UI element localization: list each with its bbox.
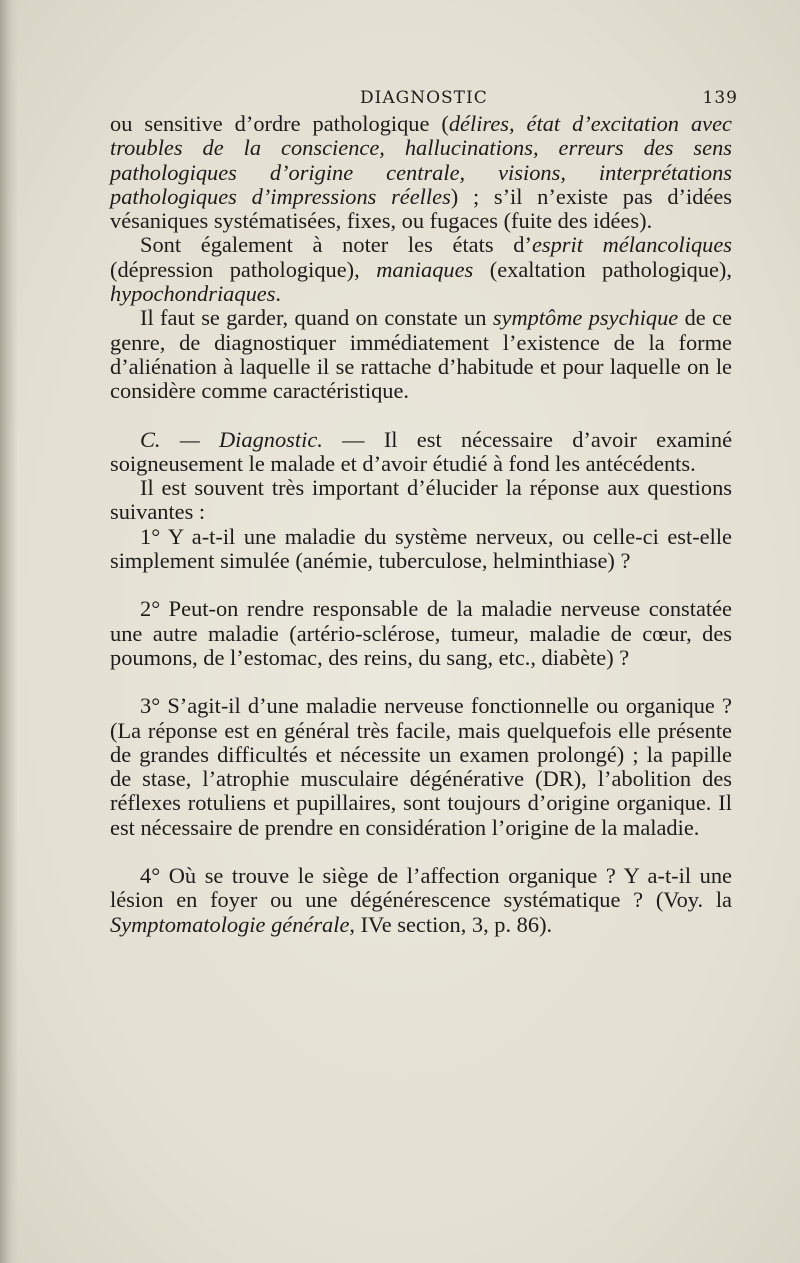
- paragraph: [110, 233, 732, 306]
- text-segment: de ce genre, de diagnostiquer immédiatement l’existence de la forme d’aliénation à laquelle il se rattache d’habitude et pour laquelle on le considère comme caractéristique.: [110, 305, 732, 404]
- text-segment: 3° S’agit-il d’une maladie nerveuse fonctionnelle ou organique ? (La réponse est en général très facile, mais quelquefois elle présente de grandes difficultés et nécessite un examen prolongé) ; la papille de stase, l’atrophie musculaire dégénérative (DR), l’abolition des réflexes rotuliens et pupillaires, sont toujours d’origine organique. Il est nécessaire de prendre en considération l’origine de la maladie.: [110, 693, 732, 840]
- text-segment: Sont également à noter les états d’: [140, 232, 532, 258]
- running-title: DIAGNOSTIC: [360, 88, 488, 108]
- text-segment: Il faut se garder, quand on constate un: [140, 305, 493, 331]
- italic-text: délires, état d’excitation avec troubles de la conscience, hallucinations, erreurs des sens pathologiques d’origine centrale, visions, interprétations pathologiques d’impressions réelles: [110, 111, 732, 209]
- page-number: 139: [702, 88, 738, 108]
- body-text: [110, 112, 732, 937]
- text-segment: 2° Peut-on rendre responsable de la maladie nerveuse constatée une autre maladie (artério-sclérose, tumeur, maladie de cœur, des poumons, de l’estomac, des reins, du sang, etc., diabète) ?: [110, 596, 732, 670]
- text-segment: , IVe section, 3, p. 86).: [349, 911, 553, 937]
- paragraph-section-c: [110, 428, 732, 477]
- italic-text: maniaques: [376, 256, 474, 282]
- text-segment: .: [275, 281, 282, 307]
- text-segment: (dépression pathologique),: [110, 256, 377, 282]
- paragraph: [110, 306, 732, 403]
- italic-text: C. — Diagnostic.: [140, 426, 323, 452]
- paragraph-question-2: [110, 597, 732, 670]
- paragraph: [110, 476, 732, 525]
- paragraph-question-4: [110, 864, 732, 937]
- text-segment: — Il est nécessaire d’avoir examiné soigneusement le malade et d’avoir étudié à fond les antécédents.: [110, 426, 733, 476]
- text-segment: (exaltation pathologique),: [473, 256, 732, 282]
- text-segment: ou sensitive d’ordre pathologique (: [110, 111, 449, 136]
- paragraph-question-1: [110, 525, 732, 574]
- paragraph-question-3: [110, 694, 732, 840]
- italic-text: esprit mélancoliques: [531, 232, 733, 258]
- page-binding-edge: [0, 0, 18, 1263]
- text-segment: 4° Où se trouve le siège de l’affection organique ? Y a-t-il une lésion en foyer ou une dégénérescence systématique ? (Voy. la: [110, 863, 732, 913]
- italic-text: Symptomatologie générale: [110, 911, 350, 937]
- italic-text: symptôme psychique: [492, 305, 679, 331]
- text-segment: Il est souvent très important d’élucider la réponse aux questions suivantes :: [110, 475, 732, 525]
- text-segment: 1° Y a-t-il une maladie du système nerveux, ou celle-ci est-elle simplement simulée (anémie, tuberculose, helminthiase) ?: [110, 523, 732, 574]
- italic-text: hypochondriaques: [110, 281, 276, 307]
- paragraph: [110, 112, 732, 233]
- text-segment: ) ; s’il n’existe pas d’idées vésaniques systématisées, fixes, ou fugaces (fuite des idées).: [110, 183, 732, 234]
